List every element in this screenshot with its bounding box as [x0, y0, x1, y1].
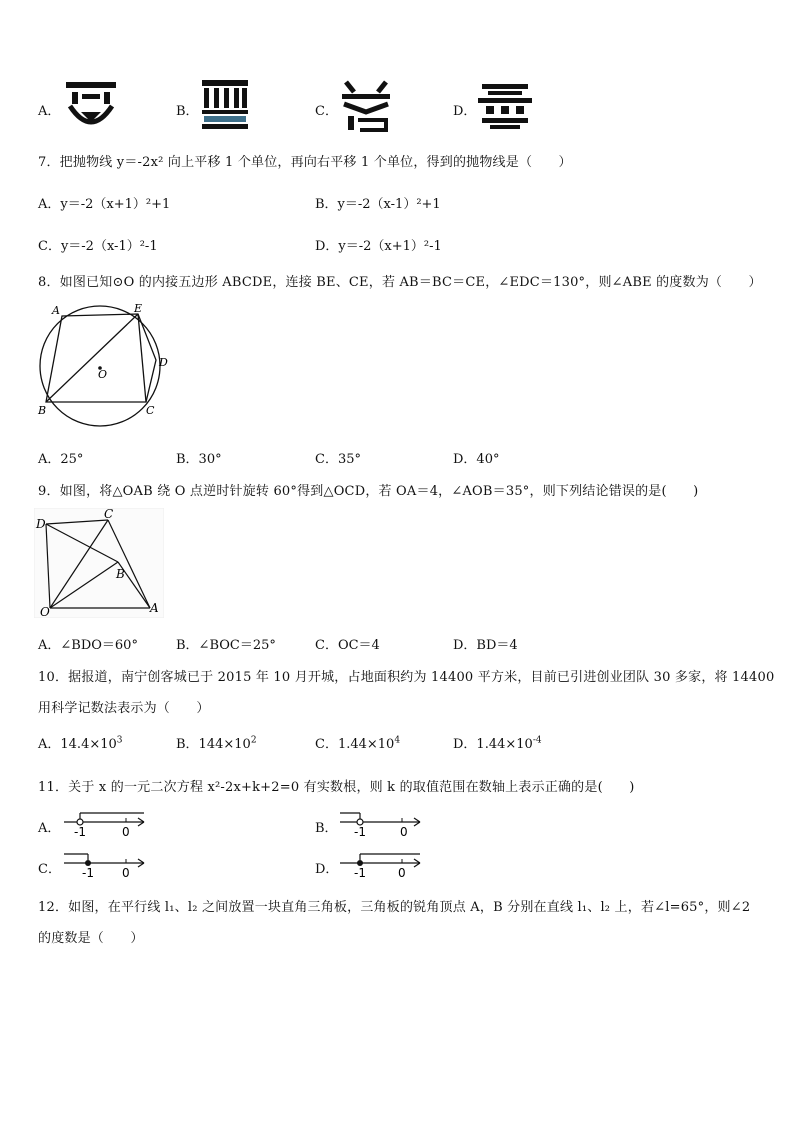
q9-option-b: B．∠BOC＝25° [176, 638, 276, 653]
q8-label-c: C [146, 404, 155, 417]
q6-option-a-letter: A． [38, 104, 61, 119]
q9-label-c: C [104, 508, 114, 521]
q11-option-a-letter: A． [38, 821, 61, 836]
q11-c-tick-0: 0 [122, 866, 130, 880]
q11-a-tick-neg1: -1 [74, 825, 86, 839]
q8-figure [32, 298, 172, 428]
q11-numberline-b [336, 808, 426, 840]
emblem-d-icon [476, 80, 534, 132]
q8-text: 8．如图已知⊙O 的内接五边形 ABCDE，连接 BE、CE，若 AB＝BC＝CE，∠EDC＝130°，则∠ABE 的度数为（ ） [38, 275, 762, 290]
q10-option-a: A．$14.4\times 10^3$ [38, 735, 123, 752]
q8-option-a: A．25° [38, 452, 84, 467]
q10-text-line2: 用科学记数法表示为（ ） [38, 701, 210, 716]
q8-option-d: D．40° [453, 452, 500, 467]
q10-option-c: C．$1.44\times 10^4$ [315, 735, 401, 752]
q6-option-d-letter: D． [453, 104, 477, 119]
q11-option-c-letter: C． [38, 862, 61, 877]
q8-option-c: C．35° [315, 452, 361, 467]
q11-option-d-letter: D． [315, 862, 339, 877]
q11-a-tick-0: 0 [122, 825, 130, 839]
q6-option-c-letter: C． [315, 104, 338, 119]
q11-c-tick-neg1: -1 [82, 866, 94, 880]
q9-label-a: A [150, 601, 159, 615]
q12-text-line1: 12．如图，在平行线 l₁、l₂ 之间放置一块直角三角板，三角板的锐角顶点 A，B 分别在直线 l₁、l₂ 上，若∠l=65°，则∠2 [38, 900, 751, 915]
q11-option-b-letter: B． [315, 821, 338, 836]
emblem-a-icon [62, 78, 120, 134]
q12-text-line2: 的度数是（ ） [38, 931, 144, 946]
q9-label-b: B [116, 567, 125, 581]
q8-label-d: D [159, 356, 168, 369]
q9-option-c: C．OC＝4 [315, 638, 380, 653]
q11-text: 11．关于 x 的一元二次方程 x²-2x+k+2=0 有实数根，则 k 的取值范围在数轴上表示正确的是( ) [38, 780, 635, 795]
q9-figure [34, 508, 164, 618]
q10-option-d: D．$1.44\times 10^{-4}$ [453, 735, 542, 752]
q7-text: 7．把抛物线 y＝-2x² 向上平移 1 个单位，再向右平移 1 个单位，得到的抛物线是（ ） [38, 155, 572, 170]
q11-d-tick-0: 0 [398, 866, 406, 880]
q11-numberline-c [60, 849, 150, 881]
q8-label-e: E [134, 302, 143, 315]
emblem-b-icon [198, 76, 252, 134]
q11-numberline-d [336, 849, 426, 881]
q10-option-b: B．$144\times 10^2$ [176, 735, 257, 752]
q8-option-b: B．30° [176, 452, 222, 467]
q11-numberline-a [60, 808, 150, 840]
q11-d-tick-neg1: -1 [354, 866, 366, 880]
q7-option-c: C．y＝-2（x-1）²-1 [38, 239, 158, 254]
q11-b-tick-neg1: -1 [354, 825, 366, 839]
q9-option-d: D．BD＝4 [453, 638, 518, 653]
q7-option-d: D．y＝-2（x+1）²-1 [315, 239, 442, 254]
q8-label-a: A [52, 304, 60, 317]
q9-label-d: D [36, 517, 46, 531]
q9-text: 9．如图，将△OAB 绕 O 点逆时针旋转 60°得到△OCD，若 OA＝4，∠AOB＝35°，则下列结论错误的是( ) [38, 484, 699, 499]
q7-option-b: B．y＝-2（x-1）²+1 [315, 197, 441, 212]
q6-option-b-letter: B． [176, 104, 199, 119]
q11-b-tick-0: 0 [400, 825, 408, 839]
q9-label-o: O [40, 605, 50, 618]
emblem-c-icon [338, 76, 394, 134]
q8-label-b: B [38, 404, 47, 417]
q8-label-o: O [98, 368, 108, 381]
q10-text-line1: 10．据报道，南宁创客城已于 2015 年 10 月开城，占地面积约为 14400 平方米，目前已引进创业团队 30 多家，将 14400 [38, 670, 775, 685]
q9-option-a: A．∠BDO＝60° [38, 638, 138, 653]
q7-option-a: A．y＝-2（x+1）²+1 [38, 197, 171, 212]
